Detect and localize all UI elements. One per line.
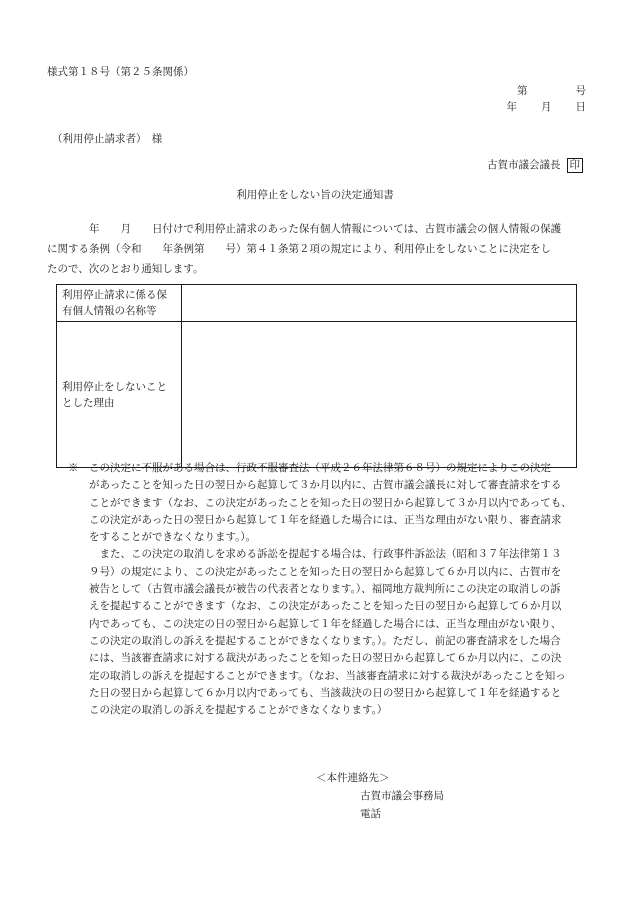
row-value-info-name — [182, 285, 577, 322]
contact-heading: ＜本件連絡先＞ — [316, 772, 390, 784]
label-line: 利用停止請求に係る保 — [62, 289, 167, 301]
sender — [487, 157, 583, 173]
intro-line: に関する条例（令和 年条例第 号）第４１条第２項の規定により、利用停止をしないことに決定をし — [47, 243, 551, 255]
seal-mark: 印 — [567, 158, 584, 173]
sender-name: 古賀市議会議長 — [487, 159, 561, 171]
note-line: ことができます（なお、この決定があったことを知った日の翌日から起算して３か月以内であっても、 — [68, 496, 572, 509]
document-title: 利用停止をしない旨の決定通知書 — [236, 189, 394, 201]
document-number — [517, 83, 586, 98]
note-line: 被告として（古賀市議会議長が被告の代表者となります。）、福岡地方裁判所にこの決定の取消しの訴 — [68, 583, 561, 596]
row-label-reason — [57, 322, 182, 468]
intro-paragraph — [47, 219, 587, 279]
date-month: 月 — [541, 101, 552, 113]
label-line: 利用停止をしないこと — [62, 380, 167, 393]
note-line: 内であっても、この決定の日の翌日から起算して１年を経過した場合には、正当な理由がない限り、 — [68, 617, 562, 630]
label-line: 有個人情報の名称等 — [62, 305, 157, 317]
note-line: この決定の取消しの訴えを提起することができなくなります。）。ただし、前記の審査請求をした場合 — [68, 634, 561, 647]
note-line: この決定があった日の翌日から起算して１年を経過した場合には、正当な理由がない限り、審査請求 — [68, 513, 562, 526]
note-line: また、この決定の取消しを求める訴訟を提起する場合は、行政事件訴訟法（昭和３７年法律第１３ — [68, 548, 562, 561]
table-row — [57, 322, 577, 468]
note-line: えを提起することができます（なお、この決定があったことを知った日の翌日から起算して６か月以 — [68, 600, 562, 613]
document-date — [507, 99, 587, 114]
label-line: とした理由 — [62, 396, 115, 409]
date-year: 年 — [506, 101, 517, 113]
contact-office: 古賀市議会事務局 — [360, 790, 444, 802]
note-line: ※ この決定に不服がある場合は、行政不服審査法（平成２６年法律第６８号）の規定によりこの決定 — [68, 462, 551, 474]
table-row — [57, 285, 577, 322]
row-value-reason — [182, 322, 577, 468]
document-number-prefix: 第 — [517, 85, 528, 97]
document-number-suffix: 号 — [575, 85, 586, 97]
note-line: 定の取消しの訴えを提起することができます。（なお、当該審査請求に対する裁決があったことを知っ — [68, 669, 566, 682]
form-number: 様式第１８号（第２５条関係） — [47, 66, 194, 78]
addressee: （利用停止請求者） 様 — [52, 133, 163, 145]
notes-section — [68, 460, 588, 719]
note-line: ９号）の規定により、この決定があったことを知った日の翌日から起算して６か月以内に、古賀市を — [68, 565, 562, 578]
date-day: 日 — [575, 101, 586, 113]
contact-phone-label: 電話 — [360, 808, 381, 820]
info-table — [56, 284, 577, 468]
note-line: た日の翌日から起算して６か月以内であっても、当該裁決の日の翌日から起算して１年を経過すると — [68, 686, 562, 699]
note-line: には、当該審査請求に対する裁決があったことを知った日の翌日から起算して６か月以内に、この決 — [68, 652, 562, 665]
note-line: この決定の取消しの訴えを提起することができなくなります。） — [68, 704, 388, 717]
note-line: をすることができなくなります。）。 — [68, 531, 257, 544]
row-label-info-name — [57, 285, 182, 322]
note-line: があったことを知った日の翌日から起算して３か月以内に、古賀市議会議長に対して審査請求をする — [68, 479, 562, 492]
intro-line: 年 月 日付けで利用停止請求のあった保有個人情報については、古賀市議会の個人情報の保護 — [47, 223, 562, 235]
intro-line: たので、次のとおり通知します。 — [47, 263, 204, 275]
